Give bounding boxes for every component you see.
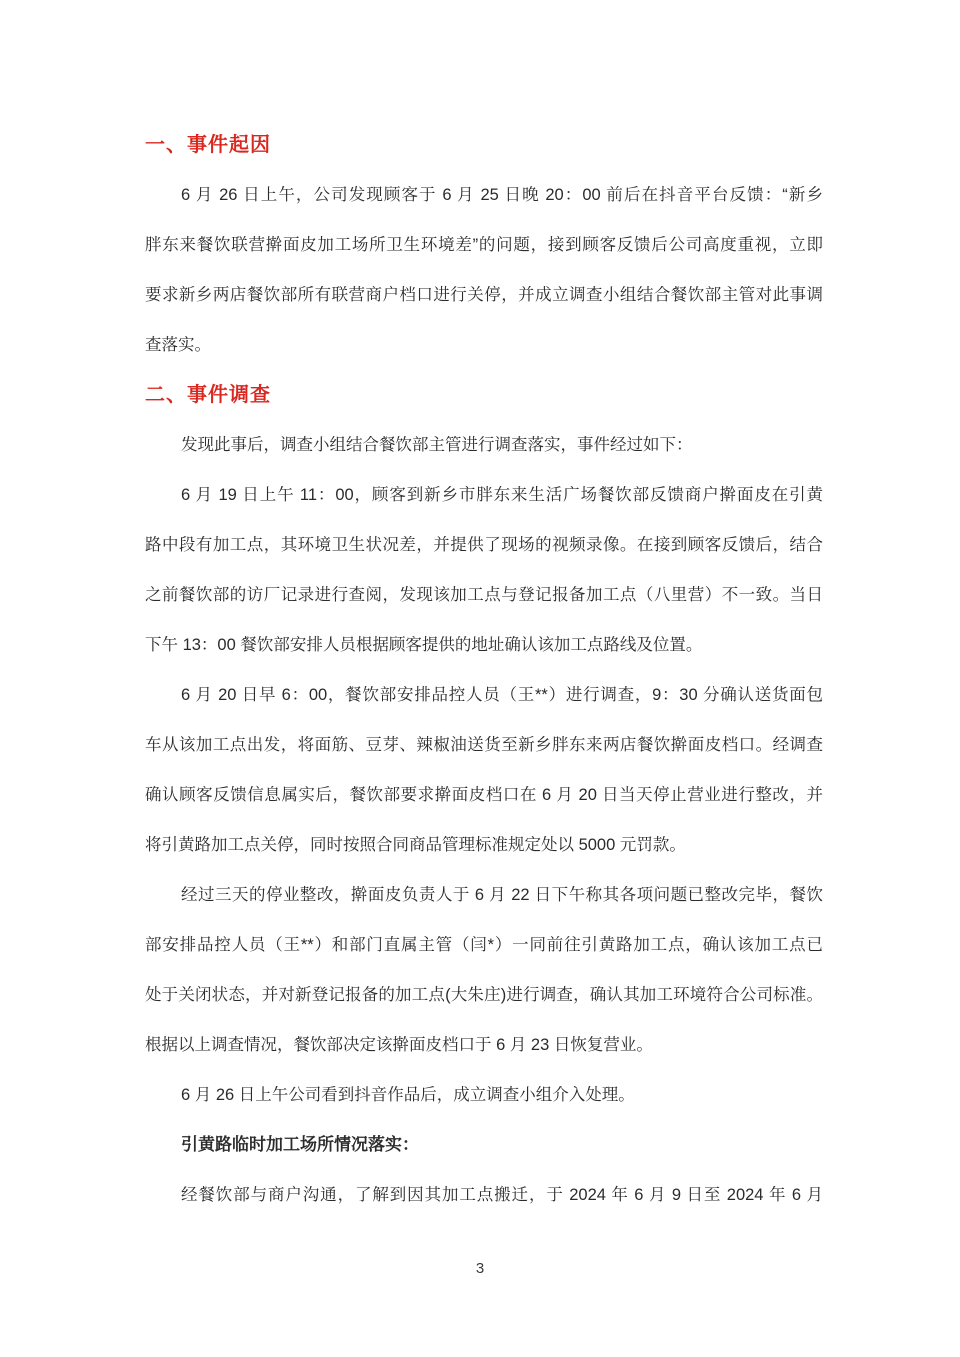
paragraph-line: 之前餐饮部的访厂记录进行查阅，发现该加工点与登记报备加工点（八里营）不一致。当日 xyxy=(145,586,823,604)
section-heading: 二、事件调查 xyxy=(145,384,271,406)
paragraph-line: 经过三天的停业整改，擀面皮负责人于 6 月 22 日下午称其各项问题已整改完毕，餐饮 xyxy=(181,886,823,904)
page-number: 3 xyxy=(475,1260,485,1277)
paragraph-line: 根据以上调查情况，餐饮部决定该擀面皮档口于 6 月 23 日恢复营业。 xyxy=(145,1036,653,1054)
paragraph-line: 6 月 26 日上午，公司发现顾客于 6 月 25 日晚 20：00 前后在抖音平台反馈：“新乡 xyxy=(181,186,823,204)
document-body xyxy=(145,120,823,1220)
paragraph-line: 路中段有加工点，其环境卫生状况差，并提供了现场的视频录像。在接到顾客反馈后，结合 xyxy=(145,536,823,554)
paragraph-line: 6 月 26 日上午公司看到抖音作品后，成立调查小组介入处理。 xyxy=(181,1086,635,1104)
section-heading: 一、事件起因 xyxy=(145,134,271,156)
paragraph-line: 确认顾客反馈信息属实后，餐饮部要求擀面皮档口在 6 月 20 日当天停止营业进行整改，并 xyxy=(145,786,823,804)
paragraph-line: 要求新乡两店餐饮部所有联营商户档口进行关停，并成立调查小组结合餐饮部主管对此事调 xyxy=(145,286,823,304)
paragraph-line: 胖东来餐饮联营擀面皮加工场所卫生环境差”的问题，接到顾客反馈后公司高度重视，立即 xyxy=(145,236,823,254)
paragraph-line: 6 月 20 日早 6：00，餐饮部安排品控人员（王**）进行调查，9：30 分确认送货面包 xyxy=(181,686,823,704)
paragraph-line: 查落实。 xyxy=(145,336,211,354)
paragraph-line: 将引黄路加工点关停，同时按照合同商品管理标准规定处以 5000 元罚款。 xyxy=(145,836,686,854)
paragraph-line: 下午 13：00 餐饮部安排人员根据顾客提供的地址确认该加工点路线及位置。 xyxy=(145,636,703,654)
paragraph-line: 发现此事后，调查小组结合餐饮部主管进行调查落实，事件经过如下： xyxy=(181,436,693,454)
sub-heading-line: 引黄路临时加工场所情况落实： xyxy=(181,1135,419,1154)
paragraph-line: 车从该加工点出发，将面筋、豆芽、辣椒油送货至新乡胖东来两店餐饮擀面皮档口。经调查 xyxy=(145,736,823,754)
paragraph-line: 部安排品控人员（王**）和部门直属主管（闫*）一同前往引黄路加工点，确认该加工点已 xyxy=(145,936,823,954)
paragraph-line: 处于关闭状态，并对新登记报备的加工点(大朱庄)进行调查，确认其加工环境符合公司标准。 xyxy=(145,986,823,1004)
paragraph-line: 6 月 19 日上午 11：00，顾客到新乡市胖东来生活广场餐饮部反馈商户擀面皮在引黄 xyxy=(181,486,823,504)
paragraph-line: 经餐饮部与商户沟通，了解到因其加工点搬迁，于 2024 年 6 月 9 日至 2024 年 6 月 xyxy=(181,1186,823,1204)
